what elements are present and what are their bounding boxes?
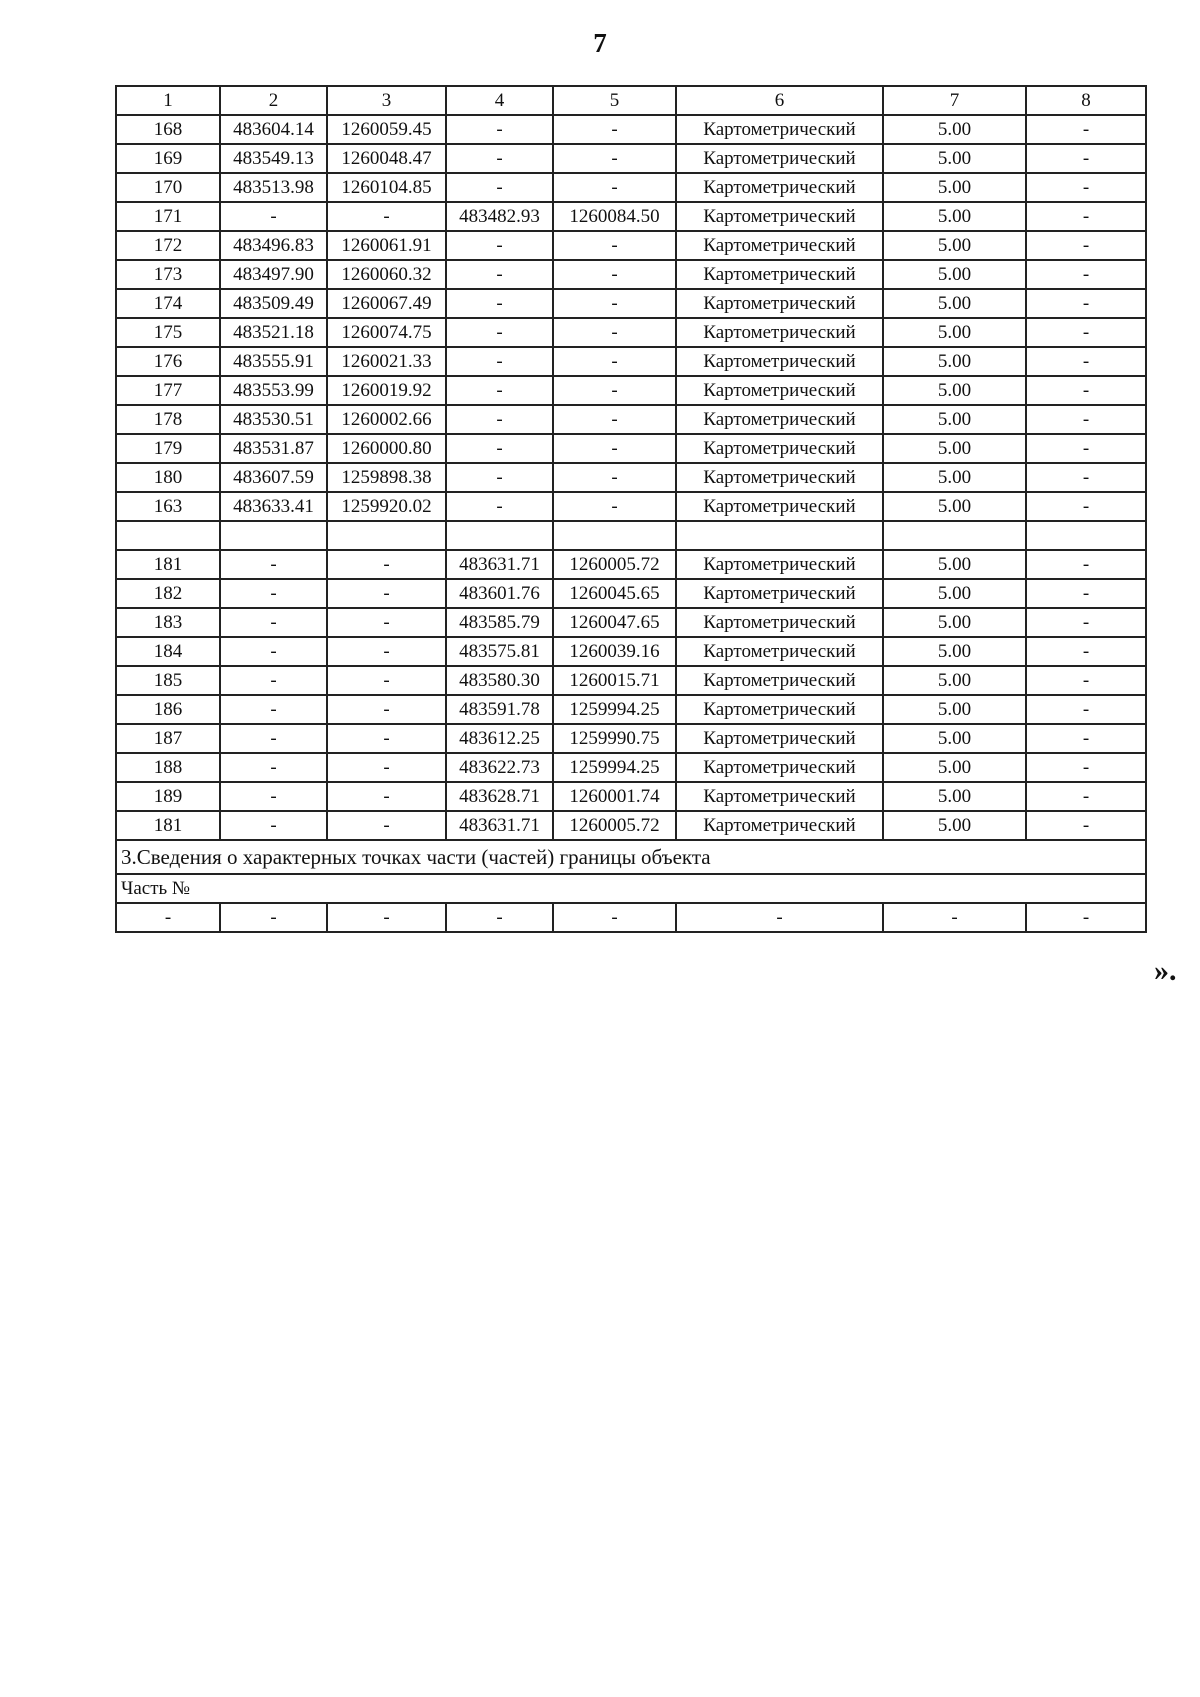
table-cell: 5.00	[883, 318, 1026, 347]
table-cell: Картометрический	[676, 724, 883, 753]
table-cell: -	[446, 144, 553, 173]
table-cell: 187	[116, 724, 220, 753]
table-cell: 483509.49	[220, 289, 327, 318]
table-cell: 483497.90	[220, 260, 327, 289]
table-cell: -	[327, 724, 446, 753]
table-cell: Картометрический	[676, 666, 883, 695]
table-cell: 173	[116, 260, 220, 289]
table-cell: 483607.59	[220, 463, 327, 492]
table-cell: 483601.76	[446, 579, 553, 608]
table-cell: -	[446, 115, 553, 144]
empty-cell	[116, 521, 220, 550]
table-cell: -	[1026, 376, 1146, 405]
table-cell: Картометрический	[676, 753, 883, 782]
table-row	[116, 115, 1146, 144]
table-cell: 5	[553, 86, 676, 115]
table-cell: 5.00	[883, 695, 1026, 724]
table-row	[116, 811, 1146, 840]
table-cell: 180	[116, 463, 220, 492]
table-row	[116, 289, 1146, 318]
table-cell: -	[446, 173, 553, 202]
table-cell: -	[553, 492, 676, 521]
table-cell: 483496.83	[220, 231, 327, 260]
table-cell: -	[1026, 782, 1146, 811]
table-cell: -	[446, 463, 553, 492]
table-cell: 483553.99	[220, 376, 327, 405]
table-row	[116, 347, 1146, 376]
table-cell: 181	[116, 550, 220, 579]
table-cell: 483633.41	[220, 492, 327, 521]
table-cell: -	[1026, 492, 1146, 521]
table-cell: -	[446, 376, 553, 405]
table-cell: 5.00	[883, 376, 1026, 405]
table-cell: 1260047.65	[553, 608, 676, 637]
table-cell: 5.00	[883, 753, 1026, 782]
table-cell: -	[1026, 666, 1146, 695]
table-cell: 184	[116, 637, 220, 666]
table-cell: -	[1026, 347, 1146, 376]
table-cell: 483580.30	[446, 666, 553, 695]
table-row	[116, 202, 1146, 231]
table-cell: 483631.71	[446, 550, 553, 579]
table-cell: -	[553, 318, 676, 347]
table-cell: -	[1026, 811, 1146, 840]
table-cell: -	[1026, 173, 1146, 202]
table-cell: 1260045.65	[553, 579, 676, 608]
table-cell: Картометрический	[676, 405, 883, 434]
table-cell: -	[327, 637, 446, 666]
table-cell: 1260059.45	[327, 115, 446, 144]
table-cell: -	[446, 405, 553, 434]
table-cell: -	[220, 637, 327, 666]
table-cell: 5.00	[883, 289, 1026, 318]
section-3-title-row	[116, 840, 1146, 874]
table-cell: Картометрический	[676, 492, 883, 521]
table-cell: Часть №	[116, 874, 1146, 903]
table-cell: Картометрический	[676, 579, 883, 608]
table-cell: 5.00	[883, 115, 1026, 144]
table-cell: 168	[116, 115, 220, 144]
table-cell: -	[883, 903, 1026, 932]
table-cell: -	[1026, 695, 1146, 724]
table-cell: -	[327, 753, 446, 782]
table-cell: -	[327, 550, 446, 579]
table-cell: -	[1026, 579, 1146, 608]
table-cell: 3	[327, 86, 446, 115]
table-cell: -	[1026, 144, 1146, 173]
table-cell: 5.00	[883, 724, 1026, 753]
table-cell: -	[1026, 202, 1146, 231]
table-cell: -	[446, 434, 553, 463]
table-cell: -	[1026, 289, 1146, 318]
table-cell: -	[446, 903, 553, 932]
table-cell: -	[553, 376, 676, 405]
table-cell: 189	[116, 782, 220, 811]
table-cell: -	[327, 903, 446, 932]
table-cell: -	[553, 289, 676, 318]
table-cell: -	[553, 173, 676, 202]
table-cell: 176	[116, 347, 220, 376]
table-cell: -	[553, 405, 676, 434]
table-cell: 483612.25	[446, 724, 553, 753]
table-cell: 1260021.33	[327, 347, 446, 376]
table-cell: Картометрический	[676, 260, 883, 289]
table-cell: -	[553, 434, 676, 463]
table-cell: Картометрический	[676, 289, 883, 318]
table-cell: -	[446, 318, 553, 347]
table-cell: Картометрический	[676, 811, 883, 840]
table-cell: Картометрический	[676, 695, 883, 724]
table-cell: Картометрический	[676, 231, 883, 260]
table-cell: -	[1026, 724, 1146, 753]
table-cell: 5.00	[883, 144, 1026, 173]
table-row	[116, 231, 1146, 260]
table-cell: 1259994.25	[553, 753, 676, 782]
table-cell: Картометрический	[676, 550, 883, 579]
table-cell: -	[1026, 550, 1146, 579]
table-cell: 1260001.74	[553, 782, 676, 811]
table-cell: -	[1026, 231, 1146, 260]
table-cell: 483575.81	[446, 637, 553, 666]
empty-cell	[220, 521, 327, 550]
part-data-row	[116, 903, 1146, 932]
table-cell: -	[220, 903, 327, 932]
table-cell: 3.Сведения о характерных точках части (частей) границы объекта	[116, 840, 1146, 874]
table-row	[116, 376, 1146, 405]
table-cell: Картометрический	[676, 318, 883, 347]
table-cell: 483482.93	[446, 202, 553, 231]
table-cell: Картометрический	[676, 202, 883, 231]
table-cell: 163	[116, 492, 220, 521]
table-cell: -	[446, 492, 553, 521]
table-cell: -	[1026, 434, 1146, 463]
table-cell: -	[553, 115, 676, 144]
table-cell: -	[1026, 903, 1146, 932]
table-cell: -	[1026, 405, 1146, 434]
table-cell: -	[220, 666, 327, 695]
table-cell: 5.00	[883, 463, 1026, 492]
table-cell: 5.00	[883, 405, 1026, 434]
table-cell: 1	[116, 86, 220, 115]
table-cell: -	[446, 260, 553, 289]
table-cell: 5.00	[883, 550, 1026, 579]
part-number-row	[116, 874, 1146, 903]
table-cell: Картометрический	[676, 637, 883, 666]
table-cell: 5.00	[883, 231, 1026, 260]
table-cell: 5.00	[883, 579, 1026, 608]
table-cell: 185	[116, 666, 220, 695]
table-cell: 1260067.49	[327, 289, 446, 318]
table-cell: 172	[116, 231, 220, 260]
table-cell: 5.00	[883, 637, 1026, 666]
table-cell: 1260084.50	[553, 202, 676, 231]
table-cell: 1260005.72	[553, 550, 676, 579]
table-cell: 6	[676, 86, 883, 115]
table-cell: Картометрический	[676, 115, 883, 144]
empty-cell	[446, 521, 553, 550]
table-row	[116, 753, 1146, 782]
table-cell: 1260074.75	[327, 318, 446, 347]
table-cell: Картометрический	[676, 463, 883, 492]
table-row	[116, 666, 1146, 695]
table-cell: -	[327, 202, 446, 231]
table-cell: 182	[116, 579, 220, 608]
table-cell: 483521.18	[220, 318, 327, 347]
table-row	[116, 434, 1146, 463]
table-cell: 1259898.38	[327, 463, 446, 492]
table-row	[116, 782, 1146, 811]
table-cell: 483604.14	[220, 115, 327, 144]
table-cell: -	[553, 347, 676, 376]
empty-cell	[676, 521, 883, 550]
table-cell: 1259920.02	[327, 492, 446, 521]
table-cell: -	[446, 289, 553, 318]
table-cell: 483591.78	[446, 695, 553, 724]
table-cell: -	[220, 724, 327, 753]
table-cell: 2	[220, 86, 327, 115]
table-cell: 483549.13	[220, 144, 327, 173]
table-cell: 483585.79	[446, 608, 553, 637]
table-row	[116, 579, 1146, 608]
table-cell: 179	[116, 434, 220, 463]
table-row	[116, 463, 1146, 492]
table-cell: 5.00	[883, 260, 1026, 289]
table-cell: -	[1026, 463, 1146, 492]
table-cell: 5.00	[883, 811, 1026, 840]
table-cell: 483555.91	[220, 347, 327, 376]
table-cell: Картометрический	[676, 782, 883, 811]
table-cell: -	[1026, 115, 1146, 144]
table-cell: 483530.51	[220, 405, 327, 434]
table-cell: -	[220, 202, 327, 231]
table-cell: 1260000.80	[327, 434, 446, 463]
table-cell: -	[1026, 637, 1146, 666]
table-cell: 175	[116, 318, 220, 347]
blank-separator-row	[116, 521, 1146, 550]
table-cell: -	[553, 903, 676, 932]
table-cell: -	[220, 550, 327, 579]
table-cell: 483628.71	[446, 782, 553, 811]
table-cell: 5.00	[883, 608, 1026, 637]
empty-cell	[1026, 521, 1146, 550]
table-cell: -	[220, 782, 327, 811]
table-row	[116, 724, 1146, 753]
table-cell: 5.00	[883, 202, 1026, 231]
table-cell: -	[446, 347, 553, 376]
table-cell: -	[327, 579, 446, 608]
table-row	[116, 144, 1146, 173]
table-cell: -	[1026, 318, 1146, 347]
table-cell: 483513.98	[220, 173, 327, 202]
table-cell: 1260104.85	[327, 173, 446, 202]
empty-cell	[327, 521, 446, 550]
table-header-row	[116, 86, 1146, 115]
table-cell: -	[220, 579, 327, 608]
table-cell: -	[553, 231, 676, 260]
table-cell: -	[220, 811, 327, 840]
table-cell: -	[116, 903, 220, 932]
table-cell: 1259990.75	[553, 724, 676, 753]
table-cell: 186	[116, 695, 220, 724]
boundary-points-table	[115, 85, 1147, 933]
table-cell: 483631.71	[446, 811, 553, 840]
table-cell: 169	[116, 144, 220, 173]
table-cell: -	[1026, 608, 1146, 637]
table-cell: -	[220, 695, 327, 724]
table-cell: Картометрический	[676, 434, 883, 463]
table-row	[116, 608, 1146, 637]
table-row	[116, 550, 1146, 579]
table-cell: 5.00	[883, 347, 1026, 376]
empty-cell	[553, 521, 676, 550]
table-cell: 170	[116, 173, 220, 202]
table-cell: -	[553, 144, 676, 173]
table-cell: 174	[116, 289, 220, 318]
page-number: 7	[593, 28, 607, 58]
table-row	[116, 405, 1146, 434]
table-cell: 5.00	[883, 492, 1026, 521]
table-cell: Картометрический	[676, 173, 883, 202]
table-cell: 8	[1026, 86, 1146, 115]
table-cell: -	[327, 608, 446, 637]
table-cell: 181	[116, 811, 220, 840]
table-cell: 178	[116, 405, 220, 434]
table-cell: Картометрический	[676, 347, 883, 376]
table-cell: -	[1026, 260, 1146, 289]
table-cell: -	[327, 811, 446, 840]
table-cell: 1260061.91	[327, 231, 446, 260]
table-row	[116, 695, 1146, 724]
closing-quote-mark: ».	[1154, 954, 1177, 987]
table-cell: 1260015.71	[553, 666, 676, 695]
table-cell: -	[327, 695, 446, 724]
table-cell: -	[553, 260, 676, 289]
table-cell: 5.00	[883, 666, 1026, 695]
table-cell: 1259994.25	[553, 695, 676, 724]
table-cell: -	[676, 903, 883, 932]
table-cell: Картометрический	[676, 144, 883, 173]
table-cell: 5.00	[883, 782, 1026, 811]
table-cell: -	[446, 231, 553, 260]
table-row	[116, 318, 1146, 347]
table-cell: 5.00	[883, 173, 1026, 202]
table-cell: -	[220, 608, 327, 637]
table-cell: Картометрический	[676, 376, 883, 405]
table-cell: -	[327, 782, 446, 811]
table-cell: 177	[116, 376, 220, 405]
table-cell: -	[1026, 753, 1146, 782]
table-cell: 1260060.32	[327, 260, 446, 289]
empty-cell	[883, 521, 1026, 550]
table-cell: 7	[883, 86, 1026, 115]
table-cell: 1260048.47	[327, 144, 446, 173]
table-cell: 1260019.92	[327, 376, 446, 405]
table-cell: 183	[116, 608, 220, 637]
table-cell: 4	[446, 86, 553, 115]
table-row	[116, 173, 1146, 202]
table-cell: 483622.73	[446, 753, 553, 782]
table-cell: -	[220, 753, 327, 782]
table-cell: 5.00	[883, 434, 1026, 463]
table-row	[116, 260, 1146, 289]
table-cell: 188	[116, 753, 220, 782]
table-cell: 1260002.66	[327, 405, 446, 434]
table-row	[116, 492, 1146, 521]
table-cell: 1260005.72	[553, 811, 676, 840]
table-cell: 171	[116, 202, 220, 231]
table-cell: -	[553, 463, 676, 492]
table-cell: -	[327, 666, 446, 695]
table-cell: 1260039.16	[553, 637, 676, 666]
table-cell: Картометрический	[676, 608, 883, 637]
table-row	[116, 637, 1146, 666]
table-cell: 483531.87	[220, 434, 327, 463]
